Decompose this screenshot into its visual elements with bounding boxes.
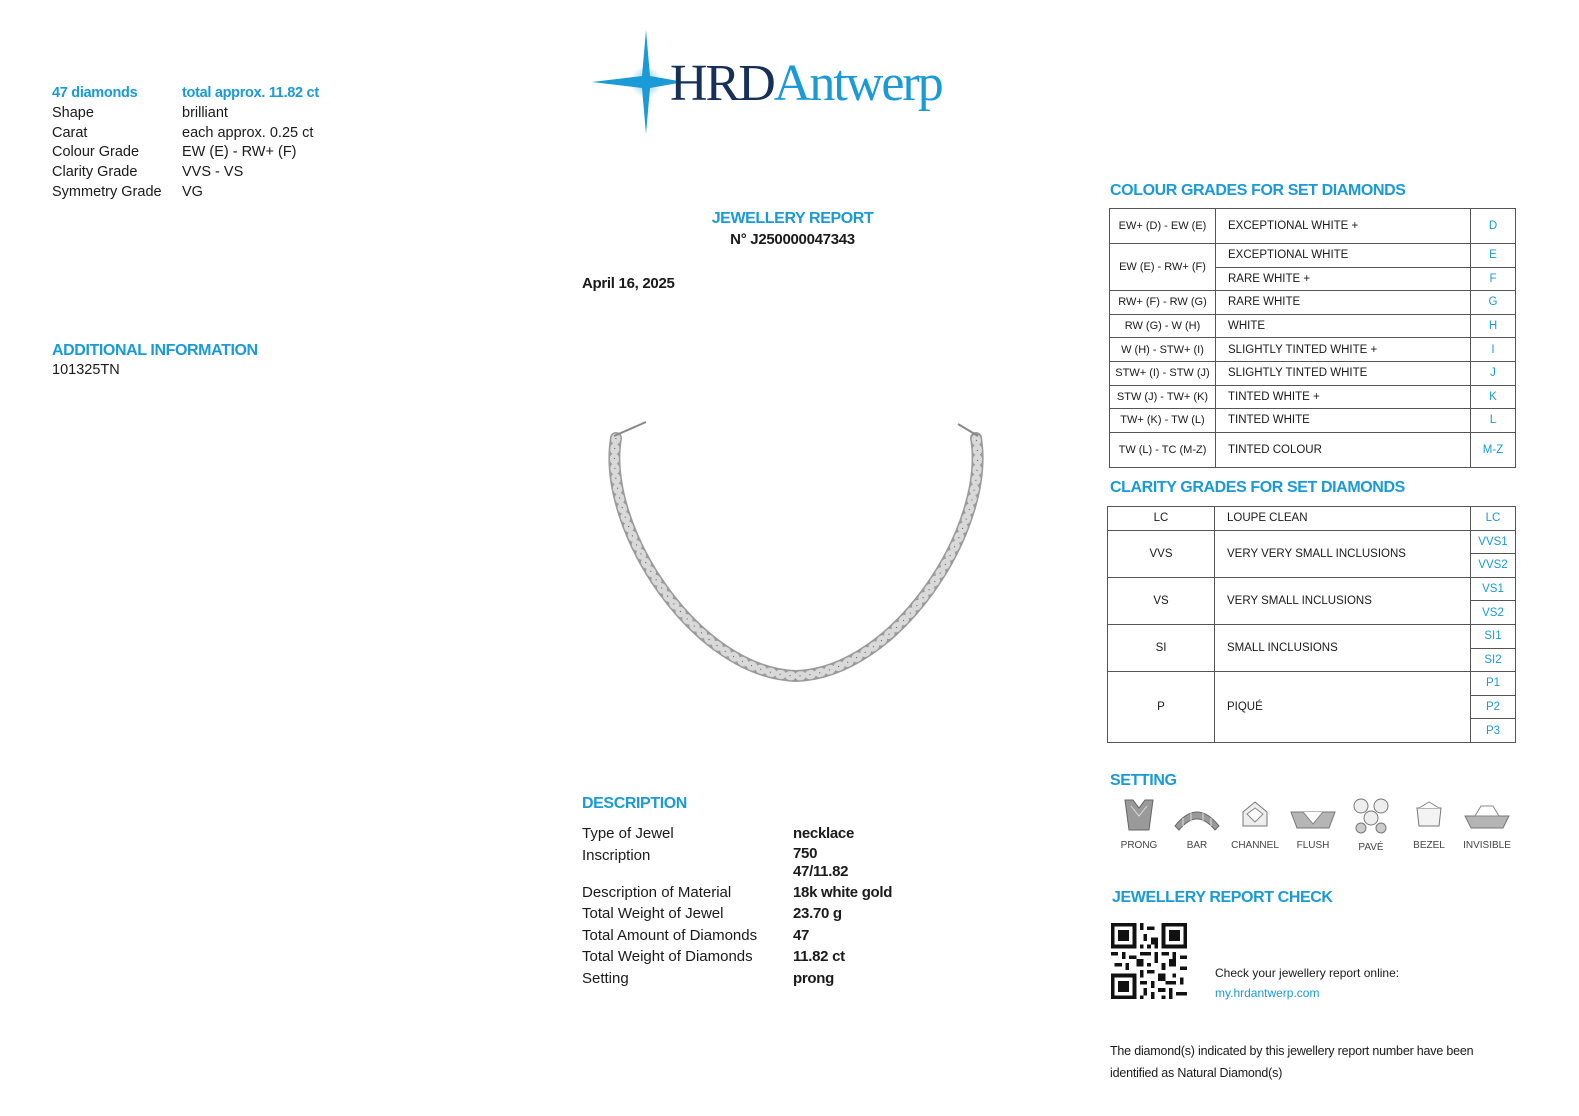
- additional-information: [52, 342, 258, 378]
- channel-icon: [1235, 796, 1275, 834]
- logo-text: HRDAntwerp: [670, 55, 942, 112]
- bar-icon: [1173, 796, 1221, 834]
- description-row: Inscription 750 47/11.82: [582, 844, 849, 880]
- qr-code[interactable]: [1111, 923, 1187, 999]
- clarity-grades-title: CLARITY GRADES FOR SET DIAMONDS: [1110, 479, 1405, 496]
- description-row: Total Weight of Jewel 23.70 g: [582, 905, 842, 922]
- additional-title: ADDITIONAL INFORMATION: [52, 342, 258, 359]
- setting-bar: BAR: [1168, 796, 1226, 853]
- pave-icon: [1349, 796, 1393, 836]
- description-row: Type of Jewel necklace: [582, 825, 854, 842]
- description-row: Total Weight of Diamonds 11.82 ct: [582, 948, 845, 965]
- flush-icon: [1289, 796, 1337, 834]
- colour-grades-title: COLOUR GRADES FOR SET DIAMONDS: [1110, 182, 1406, 199]
- description-title: DESCRIPTION: [582, 795, 687, 812]
- setting-channel: CHANNEL: [1226, 796, 1284, 853]
- bezel-icon: [1409, 796, 1449, 834]
- setting-prong: PRONG: [1110, 796, 1168, 853]
- summary-row-shape: Shape brilliant: [52, 104, 228, 121]
- setting-icons: [1110, 796, 1516, 853]
- setting-bezel: BEZEL: [1400, 796, 1458, 853]
- setting-title: SETTING: [1110, 772, 1177, 789]
- summary-row-carat: Carat each approx. 0.25 ct: [52, 124, 314, 141]
- description-table: [582, 823, 892, 989]
- check-instruction: Check your jewellery report online:: [1215, 966, 1400, 980]
- natural-diamond-statement: The diamond(s) indicated by this jewellery report number have been identified as Natural Diamond(s): [1110, 1044, 1474, 1080]
- colour-grades-table: EW+ (D) - EW (E) EXCEPTIONAL WHITE + D EW (E) - RW+ (F) EXCEPTIONAL WHITE E RARE WHITE + F RW+ (F) - RW (G) RARE WHITE G RW (G) - W (H) WHITE H W (H) - STW+ (I) SLIGHTLY TINTED WHITE + I STW+ (I) - STW (J) SLIGHTLY TINTED WHITE J STW (J) - TW+ (K) TINTED WHITE + K TW+ (K) - TW (L) TINTED WHITE L TW (L) - TC (M-Z) TINTED COLOUR M-Z: [1109, 208, 1516, 468]
- check-text-block: [1215, 963, 1399, 1003]
- description-row: Setting prong: [582, 969, 834, 987]
- summary-header: [52, 84, 319, 104]
- report-number: N° J250000047343: [730, 231, 855, 248]
- prong-icon: [1119, 796, 1159, 834]
- setting-invisible: INVISIBLE: [1458, 796, 1516, 853]
- report-date: April 16, 2025: [582, 275, 675, 292]
- check-url-link[interactable]: my.hrdantwerp.com: [1215, 986, 1320, 1000]
- diamond-summary: [52, 84, 319, 203]
- additional-value: 101325TN: [52, 362, 120, 378]
- summary-row-symmetry: Symmetry Grade VG: [52, 183, 203, 200]
- necklace-photo: [596, 418, 996, 693]
- summary-count: 47 diamonds: [52, 85, 138, 101]
- summary-row-colour: Colour Grade EW (E) - RW+ (F): [52, 144, 297, 161]
- setting-flush: FLUSH: [1284, 796, 1342, 853]
- setting-pave: PAVÉ: [1342, 796, 1400, 853]
- clarity-grades-table: LC LOUPE CLEAN LC VVS VERY VERY SMALL INCLUSIONS VVS1 VVS2 VS VERY SMALL INCLUSIONS VS1 VS2 SI SMALL INCLUSIONS SI1 SI2 P PIQUÉ P1 P2 P3: [1107, 506, 1516, 743]
- invisible-icon: [1463, 796, 1511, 834]
- summary-total: total approx. 11.82 ct: [182, 85, 319, 101]
- description-row: Total Amount of Diamonds 47: [582, 926, 810, 944]
- summary-row-clarity: Clarity Grade VVS - VS: [52, 164, 244, 181]
- report-header: [620, 210, 965, 248]
- description-row: Description of Material 18k white gold: [582, 883, 893, 901]
- description-section: [582, 795, 892, 989]
- hrd-antwerp-logo: [592, 30, 1012, 134]
- check-title: JEWELLERY REPORT CHECK: [1112, 889, 1333, 906]
- report-title: JEWELLERY REPORT: [711, 210, 874, 227]
